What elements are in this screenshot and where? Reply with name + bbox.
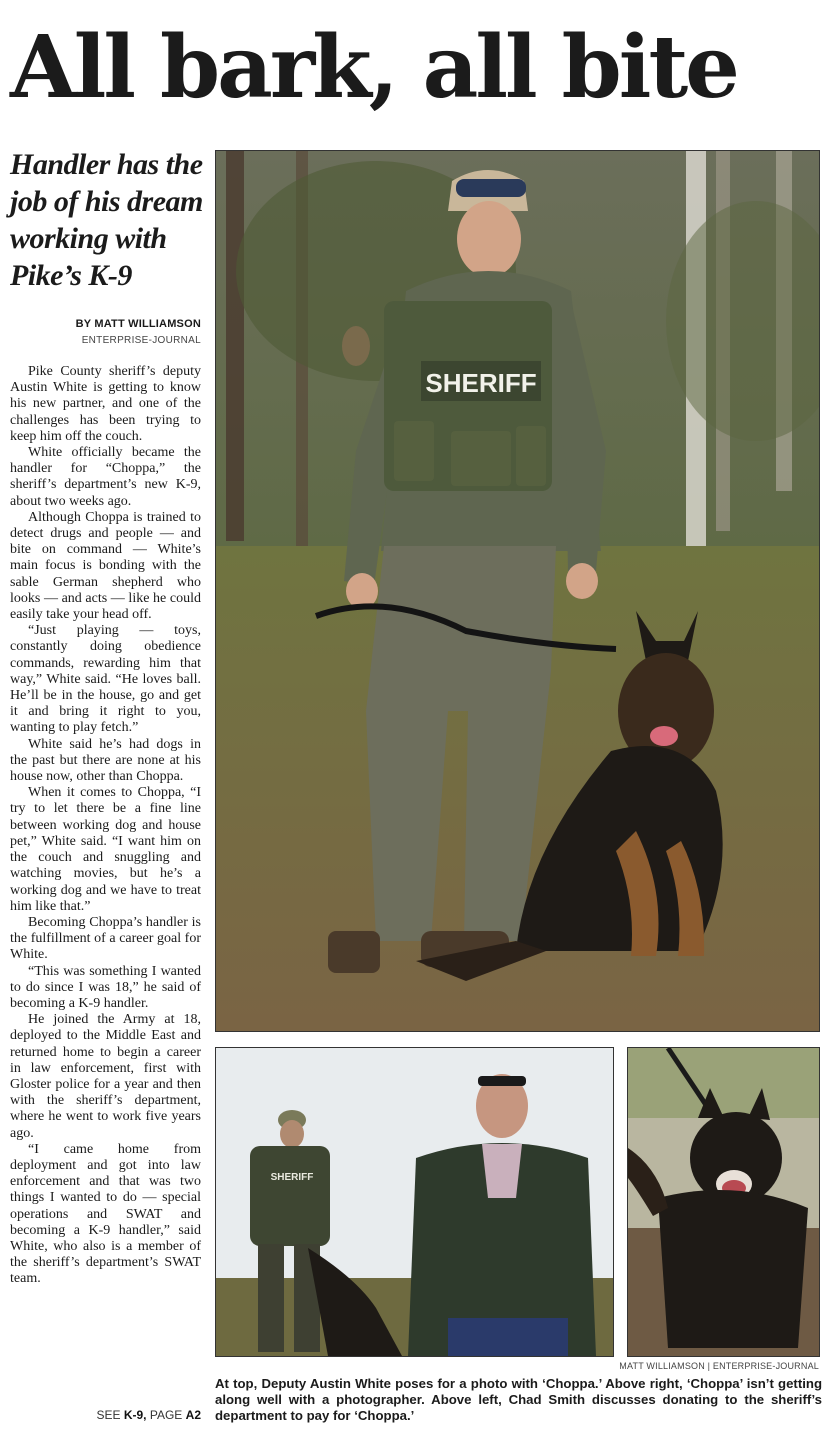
background-vest-label: SHERIFF [270, 1172, 314, 1183]
jump-line[interactable] [96, 1408, 201, 1422]
byline: BY MATT WILLIAMSON [75, 318, 201, 330]
article-paragraph: “Just playing — toys, constantly doing obedience commands, rewarding him that way,” White said. “He loves ball. He’ll be in the house, go and get it and bring it right to you, wanting to play fetch.” [10, 623, 201, 736]
article-body [10, 364, 201, 1288]
photo-credit: MATT WILLIAMSON | ENTERPRISE-JOURNAL [619, 1361, 819, 1371]
barking-dog-illustration [628, 1048, 819, 1356]
article-paragraph: He joined the Army at 18, deployed to the Middle East and returned home to begin a career in law enforcement, first with Gloster police for a year and then with the sheriff’s department, where he went to work five years ago. [10, 1012, 201, 1141]
main-photo-illustration [216, 151, 819, 1031]
jump-page: A2 [185, 1408, 201, 1422]
jump-target: K-9, [123, 1408, 147, 1422]
donor-photo-illustration [216, 1048, 613, 1356]
barking-dog-photo [627, 1047, 820, 1357]
article-paragraph: White said he’s had dogs in the past but there are none at his house now, other than Choppa. [10, 736, 201, 785]
jump-page-label: PAGE [149, 1408, 183, 1422]
donor-photo [215, 1047, 614, 1357]
article-paragraph: When it comes to Choppa, “I try to let there be a fine line between working dog and house pet,” White said. “I want him on the couch and snuggling and watching movies, but he’s a working dog and we have to treat him like that.” [10, 785, 201, 914]
article-paragraph: Pike County sheriff’s deputy Austin White is getting to know his new partner, and one of the challenges has been trying to keep him off the couch. [10, 364, 201, 444]
article-paragraph: White officially became the handler for “Choppa,” the sheriff’s department’s new K-9, about two weeks ago. [10, 445, 201, 509]
article-paragraph: “This was something I wanted to do since I was 18,” he said of becoming a K-9 handler. [10, 963, 201, 1011]
main-photo [215, 150, 820, 1032]
byline-outlet: ENTERPRISE-JOURNAL [81, 335, 201, 346]
photo-caption: At top, Deputy Austin White poses for a photo with ‘Choppa.’ Above right, ‘Choppa’ isn’t getting along well with a photographer. Above left, Chad Smith discusses donating to the sheriff’s department to pay for ‘Choppa.’ [215, 1376, 822, 1423]
deck-subheadline: Handler has the job of his dream working with Pike’s K-9 [10, 148, 203, 292]
article-paragraph: Becoming Choppa’s handler is the fulfillment of a career goal for White. [10, 914, 201, 963]
vest-sheriff-label: SHERIFF [425, 368, 537, 398]
article-paragraph: Although Choppa is trained to detect drugs and people — and bite on command — White’s main focus is bonding with the sable German shepherd who looks — and acts — like he could easily take your head off. [10, 509, 201, 623]
headline: All bark, all bite [10, 17, 737, 118]
article-paragraph: “I came home from deployment and got into law enforcement and that was two things I wanted to do — special operations and SWAT and becoming a K-9 handler,” said White, who also is a member of the sheriff’s department’s SWAT team. [10, 1141, 201, 1287]
jump-prefix: SEE [96, 1408, 121, 1422]
